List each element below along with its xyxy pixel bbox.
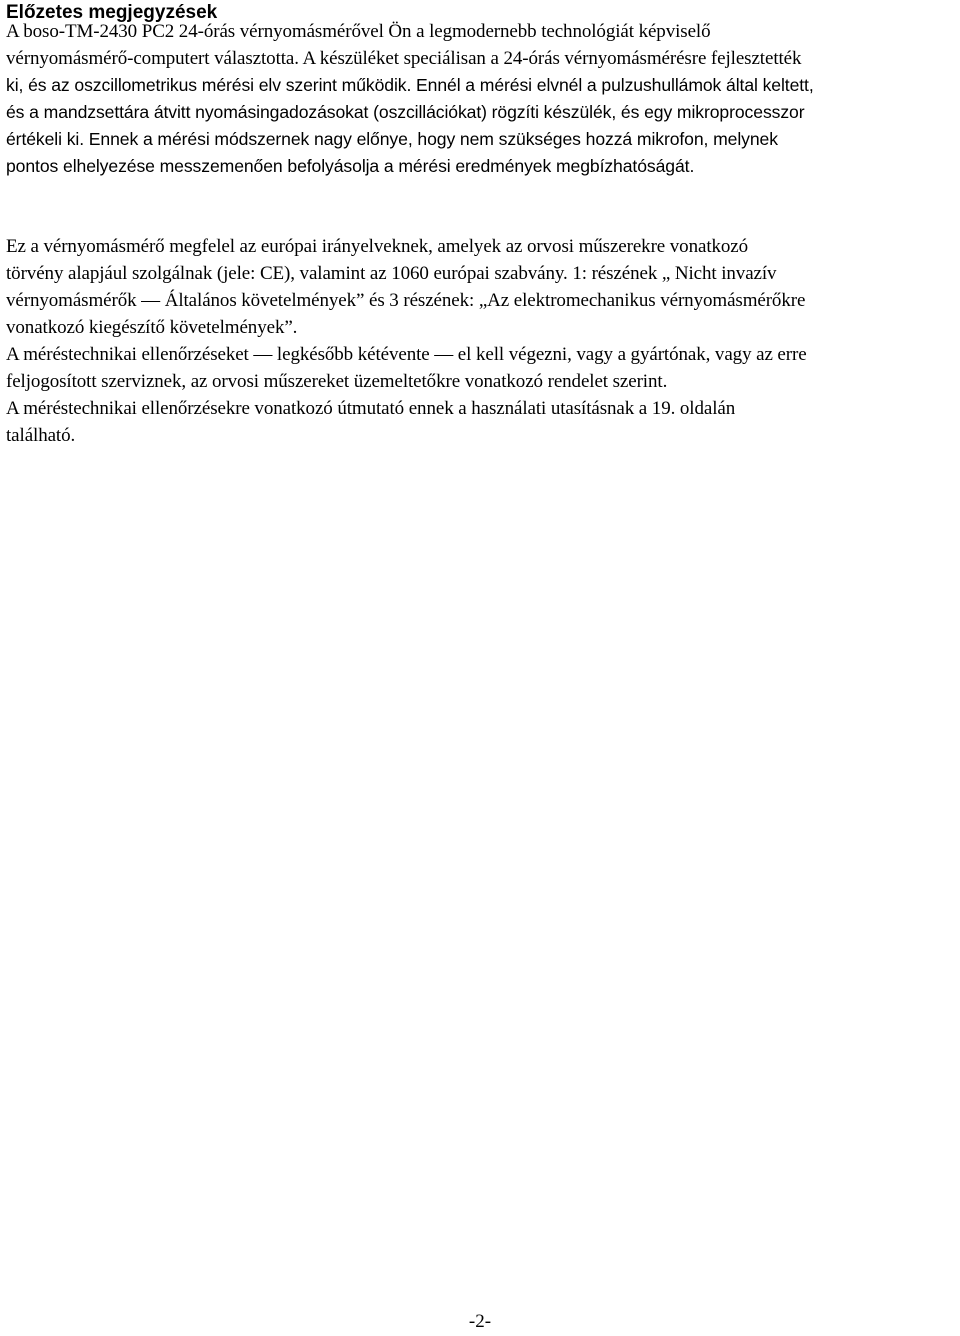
text-line: és a mandzsettára átvitt nyomásingadozásokat (oszcillációkat) rögzíti készülék, és egy mikroprocesszor <box>6 102 805 122</box>
text-line: ki, és az oszcillometrikus mérési elv szerint működik. Ennél a mérési elvnél a pulzushullámok által keltett, <box>6 75 814 95</box>
compliance-paragraph <box>6 233 958 449</box>
text-line: feljogosított szerviznek, az orvosi műszereket üzemeltetőkre vonatkozó rendelet szerint. <box>6 371 668 392</box>
intro-paragraph <box>6 18 958 180</box>
text-line: Ez a vérnyomásmérő megfelel az európai irányelveknek, amelyek az orvosi műszerekre vonatkozó <box>6 236 749 257</box>
text-line: vérnyomásmérő-computert választotta. A készüléket speciálisan a 24-órás vérnyomásmérésre fejlesztették <box>6 48 802 69</box>
page-number: -2- <box>468 1311 492 1332</box>
text-line: A méréstechnikai ellenőrzésekre vonatkozó útmutató ennek a használati utasításnak a 19. oldalán <box>6 398 736 419</box>
text-line: vonatkozó kiegészítő követelmények”. <box>6 317 298 338</box>
section-heading: Előzetes megjegyzések <box>6 2 218 23</box>
text-line: pontos elhelyezése messzemenően befolyásolja a mérési eredmények megbízhatóságát. <box>6 156 695 176</box>
text-line: vérnyomásmérők — Általános követelmények” és 3 részének: „Az elektromechanikus vérnyomásmérőkre <box>6 290 806 311</box>
text-line: található. <box>6 425 76 446</box>
text-line: értékeli ki. Ennek a mérési módszernek nagy előnye, hogy nem szükséges hozzá mikrofon, melynek <box>6 129 778 149</box>
text-line: A boso-TM-2430 PC2 24-órás vérnyomásmérővel Ön a legmodernebb technológiát képviselő <box>6 21 711 42</box>
text-line: A méréstechnikai ellenőrzéseket — legkésőbb kétévente — el kell végezni, vagy a gyártónak, vagy az erre <box>6 344 807 365</box>
text-line: törvény alapjául szolgálnak (jele: CE), valamint az 1060 európai szabvány. 1: részének „ Nicht invazív <box>6 263 777 284</box>
